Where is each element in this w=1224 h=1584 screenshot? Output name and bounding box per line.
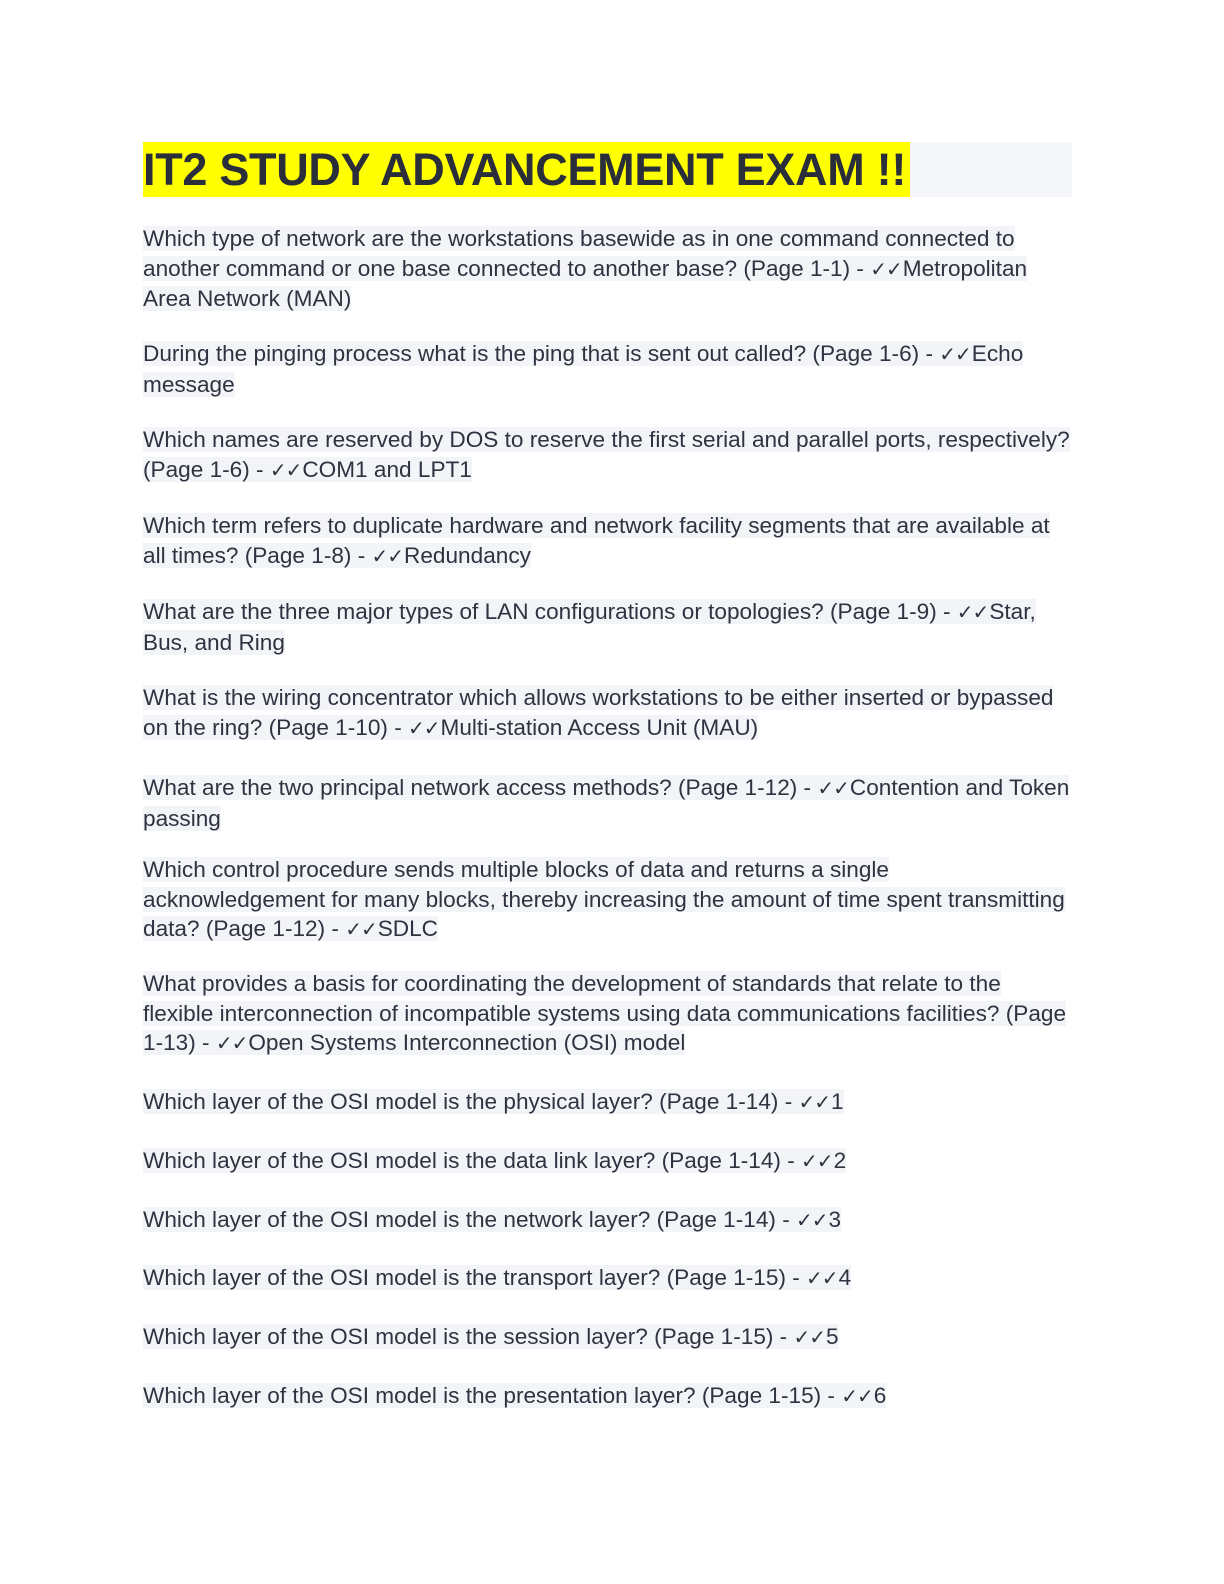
answer-text: 2: [833, 1148, 847, 1173]
answer-text: 4: [838, 1265, 852, 1290]
question-text: Which layer of the OSI model is the physical layer? (Page 1-14) -: [143, 1089, 799, 1114]
question-text: Which layer of the OSI model is the transport layer? (Page 1-15) -: [143, 1265, 807, 1290]
qa-item-7: [143, 773, 1073, 833]
check-icon: ✓✓: [798, 1090, 831, 1114]
qa-item-12: [143, 1205, 1073, 1236]
question-text: What are the two principal network access methods? (Page 1-12) -: [143, 775, 818, 800]
answer-text: Redundancy: [404, 542, 531, 568]
check-icon: ✓✓: [841, 1384, 873, 1408]
answer-text: Multi-station Access Unit (MAU): [440, 714, 759, 740]
answer-text: 1: [831, 1089, 844, 1114]
qa-item-9: [143, 969, 1073, 1059]
check-icon: ✓✓: [796, 1208, 828, 1232]
check-icon: ✓✓: [345, 917, 377, 941]
question-text: What are the three major types of LAN configurations or topologies? (Page 1-9) -: [143, 599, 957, 624]
check-icon: ✓✓: [956, 600, 989, 624]
question-text: Which names are reserved by DOS to reserve the first serial and parallel ports, respectively? (Page 1-6) -: [143, 427, 1070, 482]
qa-item-3: [143, 425, 1073, 485]
question-text: Which type of network are the workstations basewide as in one command connected to another command or one base connected to another base? (Page 1-1) -: [143, 226, 1015, 281]
question-text: Which layer of the OSI model is the presentation layer? (Page 1-15) -: [143, 1383, 842, 1408]
question-text: What is the wiring concentrator which allows workstations to be either inserted or bypassed on the ring? (Page 1-10) -: [143, 685, 1054, 740]
answer-text: Open Systems Interconnection (OSI) model: [248, 1030, 686, 1055]
answer-text: Contention and Token passing: [143, 775, 1070, 831]
question-text: Which layer of the OSI model is the data link layer? (Page 1-14) -: [143, 1148, 802, 1173]
qa-item-2: [143, 339, 1073, 399]
question-text: Which control procedure sends multiple blocks of data and returns a single acknowledgement for many blocks, thereby increasing the amount of time spent transmitting data? (Page 1-12) -: [143, 857, 1065, 941]
check-icon: ✓✓: [793, 1325, 826, 1349]
answer-text: Metropolitan Area Network (MAN): [143, 255, 1028, 311]
page-title: IT2 STUDY ADVANCEMENT EXAM !!: [143, 142, 910, 197]
question-text: Which layer of the OSI model is the session layer? (Page 1-15) -: [143, 1324, 794, 1349]
title-banner: [143, 142, 1072, 197]
question-text: Which term refers to duplicate hardware and network facility segments that are available at all times? (Page 1-8) -: [143, 513, 1050, 568]
qa-item-1: [143, 224, 1073, 314]
check-icon: ✓✓: [801, 1149, 833, 1173]
answer-text: 6: [873, 1383, 887, 1408]
answer-text: Echo message: [143, 341, 1024, 397]
question-text: What provides a basis for coordinating the development of standards that relate to the flexible interconnection of incompatible systems using data communications facilities? (Page 1-13) -: [143, 971, 1067, 1055]
question-text: Which layer of the OSI model is the network layer? (Page 1-14) -: [143, 1207, 796, 1232]
qa-item-4: [143, 511, 1073, 571]
qa-item-13: [143, 1263, 1073, 1294]
answer-text: 5: [826, 1324, 839, 1349]
question-text: During the pinging process what is the ping that is sent out called? (Page 1-6) -: [143, 341, 940, 366]
check-icon: ✓✓: [939, 342, 971, 366]
qa-item-8: [143, 855, 1073, 945]
answer-text: 3: [828, 1207, 842, 1232]
check-icon: ✓✓: [269, 457, 302, 482]
answer-text: SDLC: [377, 916, 439, 941]
check-icon: ✓✓: [870, 256, 902, 281]
check-icon: ✓✓: [408, 715, 440, 740]
qa-item-6: [143, 683, 1073, 743]
check-icon: ✓✓: [371, 543, 404, 568]
qa-item-15: [143, 1381, 1073, 1412]
check-icon: ✓✓: [215, 1031, 248, 1055]
qa-item-11: [143, 1146, 1073, 1177]
qa-item-10: [143, 1087, 1073, 1118]
check-icon: ✓✓: [817, 776, 849, 800]
qa-item-5: [143, 597, 1073, 657]
answer-text: Star, Bus, and Ring: [143, 599, 1036, 655]
qa-item-14: [143, 1322, 1073, 1353]
check-icon: ✓✓: [806, 1266, 838, 1290]
answer-text: COM1 and LPT1: [302, 456, 472, 482]
